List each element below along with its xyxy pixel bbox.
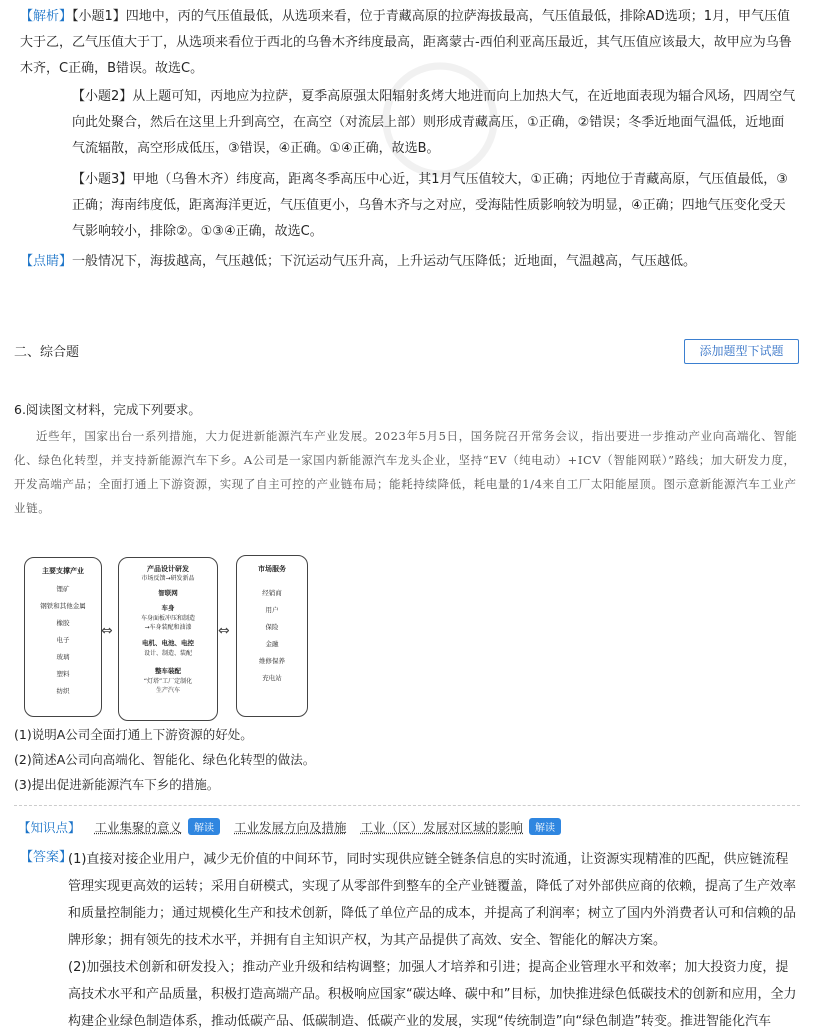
market-item: 用户 bbox=[265, 606, 279, 614]
support-item: 玻璃 bbox=[56, 653, 70, 661]
answer-content bbox=[68, 846, 798, 1035]
support-item: 电子 bbox=[56, 636, 70, 644]
tip bbox=[20, 249, 795, 275]
design-power: 电机、电池、电控 bbox=[142, 639, 194, 647]
support-industry-title: 主要支撑产业 bbox=[42, 567, 84, 575]
knowledge-tag: 【知识点】 bbox=[18, 820, 81, 835]
design-body-sub1: 车身面板冲压和制造 bbox=[140, 615, 195, 622]
question-material: 近些年，国家出台一系列措施，大力促进新能源汽车产业发展。2023年5月5日，国务院召开常务会议，指出要进一步推动产业向高端化、智能化、绿色化转型，并支持新能源汽车下乡。A公司是一家国内新能源汽车龙头企业，坚持“EV（纯电动）+ICV（智能网联）”路线；加大研发力度，开发高端产品；全面打通上下游资源，实现了自主可控的产业链布局；能耗持续降低，耗电量的1/4来自工厂太阳能屋顶。图示意新能源汽车工业产业链。 bbox=[14, 429, 798, 515]
knowledge-item-2[interactable]: 工业发展方向及措施 bbox=[234, 820, 347, 835]
knowledge-item-3[interactable]: 工业（区）发展对区域的影响 bbox=[360, 820, 524, 835]
product-design-title: 产品设计研发 bbox=[147, 565, 189, 573]
analysis-q1 bbox=[20, 4, 795, 82]
sub-question-2: (2)简述A公司向高端化、智能化、绿色化转型的做法。 bbox=[14, 752, 316, 767]
answer-part-2: (2)加强技术创新和研发投入；推动产业升级和结构调整；加强人才培养和引进；提高企业管理水平和效率；加大投资力度，提高技术水平和产品质量，积极打造高端产品。积极响应国家“碳达峰、碳中和”目标，加快推进绿色低碳技术的创新和应用，全力构建企业绿色制造体系，推动低碳产品、低碳制造、低碳产业的发展，实现“传统制造”向“绿色制造”转变。推进智能化汽车 bbox=[68, 960, 797, 1029]
answer-part-1: (1)直接对接企业用户，减少无价值的中间环节，同时实现供应链全链条信息的实时流通，让资源实现精准的匹配，供应链流程管理实现更高效的运转；采用自研模式，实现了从零部件到整车的全产业链覆盖，降低了对外部供应商的依赖，提高了生产效率和质量控制能力；通过规模化生产和技术创新，降低了单位产品的成本，并提高了利润率；树立了国内外消费者认可和信赖的品牌形象；拥有领先的技术水平，并拥有自主知识产权，为其产品提供了高效、安全、智能化的解决方案。 bbox=[68, 852, 797, 948]
design-net: 智联网 bbox=[158, 589, 178, 597]
support-industry-box bbox=[24, 557, 102, 717]
sub-question-3: (3)提出促进新能源汽车下乡的措施。 bbox=[14, 777, 220, 792]
support-item: 钢铁和其他金属 bbox=[40, 602, 86, 610]
product-design-box bbox=[118, 557, 218, 721]
design-power-sub: 设计、制造、装配 bbox=[143, 650, 192, 657]
market-service-title: 市场服务 bbox=[258, 565, 286, 573]
design-line1: 市场反馈→研发新品 bbox=[141, 575, 195, 582]
market-item: 充电站 bbox=[262, 674, 282, 682]
tip-text: 一般情况下，海拔越高，气压越低；下沉运动气压升高，上升运动气压降低；近地面，气温越高，气压越低。 bbox=[72, 254, 697, 269]
tip-tag: 【点睛】 bbox=[20, 254, 73, 269]
knowledge-points bbox=[18, 818, 561, 836]
market-service-box bbox=[236, 555, 308, 717]
design-body-sub2: →车身装配和油漆 bbox=[144, 624, 192, 631]
design-body: 车身 bbox=[161, 604, 175, 612]
section-title: 二、综合题 bbox=[14, 345, 80, 360]
support-item: 纺织 bbox=[56, 687, 70, 695]
support-item: 锂矿 bbox=[56, 585, 70, 593]
interpret-badge-1[interactable]: 解读 bbox=[188, 818, 220, 835]
analysis-q1-text: 【小题1】四地中，丙的气压值最低，从选项来看，位于青藏高原的拉萨海拔最高，气压值最低，排除AD选项；1月，甲气压值大于乙，乙气压值大于丁，从选项来看位于西北的乌鲁木齐纬度最高，距离蒙古-西伯利亚高压最近，其气压值应该最大，故甲应为乌鲁木齐，C正确，B错误。故选C。 bbox=[20, 9, 792, 76]
answer-tag: 【答案】 bbox=[20, 850, 73, 865]
market-item: 保险 bbox=[265, 623, 279, 631]
sub-question-1: (1)说明A公司全面打通上下游资源的好处。 bbox=[14, 727, 253, 742]
divider bbox=[14, 805, 800, 806]
interpret-badge-2[interactable]: 解读 bbox=[529, 818, 561, 835]
knowledge-item-1[interactable]: 工业集聚的意义 bbox=[94, 820, 183, 835]
design-assembly-sub2: 生产汽车 bbox=[155, 687, 180, 694]
double-arrow-icon: ⇔ bbox=[218, 623, 230, 639]
industry-chain-diagram bbox=[20, 551, 310, 721]
double-arrow-icon: ⇔ bbox=[101, 623, 113, 639]
question-title: 6.阅读图文材料，完成下列要求。 bbox=[14, 402, 201, 417]
market-item: 经销商 bbox=[262, 589, 282, 597]
market-item: 维修保养 bbox=[259, 657, 285, 665]
design-assembly-sub1: “灯塔”工厂定制化 bbox=[143, 678, 193, 685]
question-text bbox=[14, 424, 799, 520]
support-item: 塑料 bbox=[56, 670, 70, 678]
analysis-q3: 【小题3】甲地（乌鲁木齐）纬度高，距离冬季高压中心近，其1月气压值较大，①正确；丙地位于青藏高原，气压值最低，③正确；海南纬度低，距离海洋更近，气压值更小，乌鲁木齐与之对应，受海陆性质影响较为明显，④正确；四地气压变化受天气影响较小，排除②。①③④正确，故选C。 bbox=[72, 172, 788, 239]
market-item: 金融 bbox=[265, 640, 279, 648]
analysis-q2: 【小题2】从上题可知，丙地应为拉萨，夏季高原强太阳辐射炙烤大地进而向上加热大气，在近地面表现为辐合风场，四周空气向此处聚合，然后在这里上升到高空，在高空（对流层上部）则形成青藏高压，①正确，②错误；冬季近地面气温低，近地面气流辐散，高空形成低压，③错误，④正确。①④正确，故选B。 bbox=[72, 89, 796, 156]
add-question-button[interactable]: 添加题型下试题 bbox=[684, 339, 799, 364]
analysis-tag: 【解析】 bbox=[20, 9, 73, 24]
design-assembly: 整车装配 bbox=[155, 667, 181, 675]
support-item: 橡胶 bbox=[56, 619, 70, 627]
